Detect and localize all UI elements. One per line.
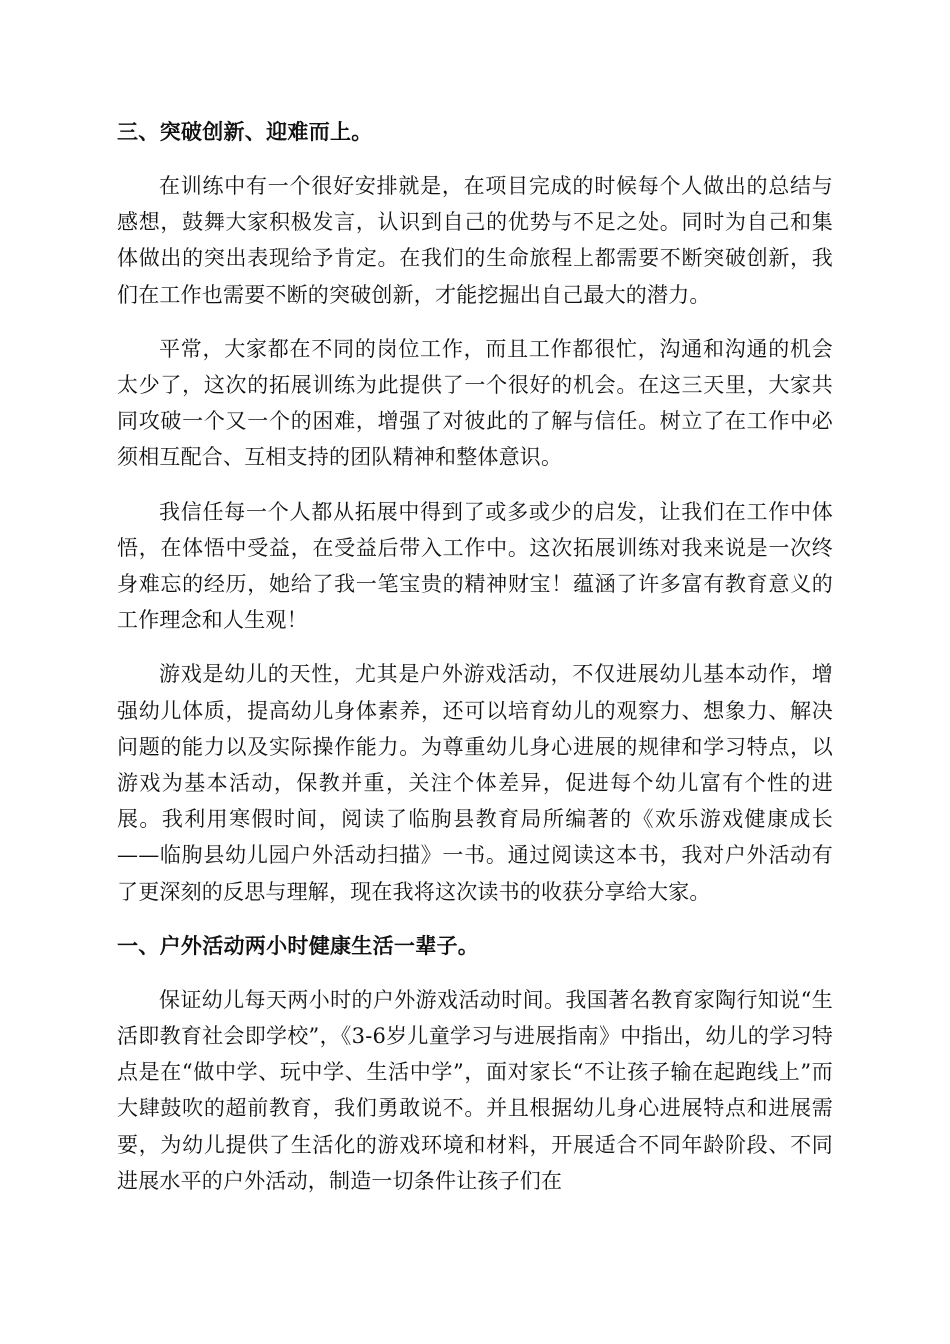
- paragraph-summary: 在训练中有一个很好安排就是，在项目完成的时候每个人做出的总结与感想，鼓舞大家积极发言，认识到自己的优势与不足之处。同时为自己和集体做出的突出表现给予肯定。在我们的生命旅程上都需要不断突破创新，我们在工作也需要不断的突破创新，才能挖掘出自己最大的潜力。: [117, 174, 833, 307]
- document-body: [117, 114, 833, 1217]
- paragraph-communication: 平常，大家都在不同的岗位工作，而且工作都很忙，沟通和沟通的机会太少了，这次的拓展训练为此提供了一个很好的机会。在这三天里，大家共同攻破一个又一个的困难，增强了对彼此的了解与信任。树立了在工作中必须相互配合、互相支持的团队精神和整体意识。: [117, 336, 833, 470]
- section-heading-3: 三、突破创新、迎难而上。: [117, 120, 373, 144]
- section-heading-1: 一、户外活动两小时健康生活一辈子。: [117, 933, 480, 958]
- paragraph-outdoor-time: 保证幼儿每天两小时的户外游戏活动时间。我国著名教育家陶行知说“生活即教育社会即学校”，《3-6岁儿童学习与进展指南》中指出，幼儿的学习特点是在“做中学、玩中学、生活中学”，面对家长“不让孩子输在起跑线上”而大肆鼓吹的超前教育，我们勇敢说不。并且根据幼儿身心进展特点和进展需要，为幼儿提供了生活化的游戏环境和材料，开展适合不同年龄阶段、不同进展水平的户外活动，制造一切条件让孩子们在: [117, 987, 833, 1193]
- paragraph-game-intro: 游戏是幼儿的天性，尤其是户外游戏活动，不仅进展幼儿基本动作，增强幼儿体质，提高幼儿身体素养，还可以培育幼儿的观察力、想象力、解决问题的能力以及实际操作能力。为尊重幼儿身心进展的规律和学习特点，以游戏为基本活动，保教并重，关注个体差异，促进每个幼儿富有个性的进展。我利用寒假时间，阅读了临朐县教育局所编著的《欢乐游戏健康成长——临朐县幼儿园户外活动扫描》一书。通过阅读这本书，我对户外活动有了更深刻的反思与理解，现在我将这次读书的收获分享给大家。: [117, 662, 833, 904]
- paragraph-inspiration: 我信任每一个人都从拓展中得到了或多或少的启发，让我们在工作中体悟，在体悟中受益，在受益后带入工作中。这次拓展训练对我来说是一次终身难忘的经历，她给了我一笔宝贵的精神财宝！蕴涵了许多富有教育意义的工作理念和人生观！: [117, 499, 833, 633]
